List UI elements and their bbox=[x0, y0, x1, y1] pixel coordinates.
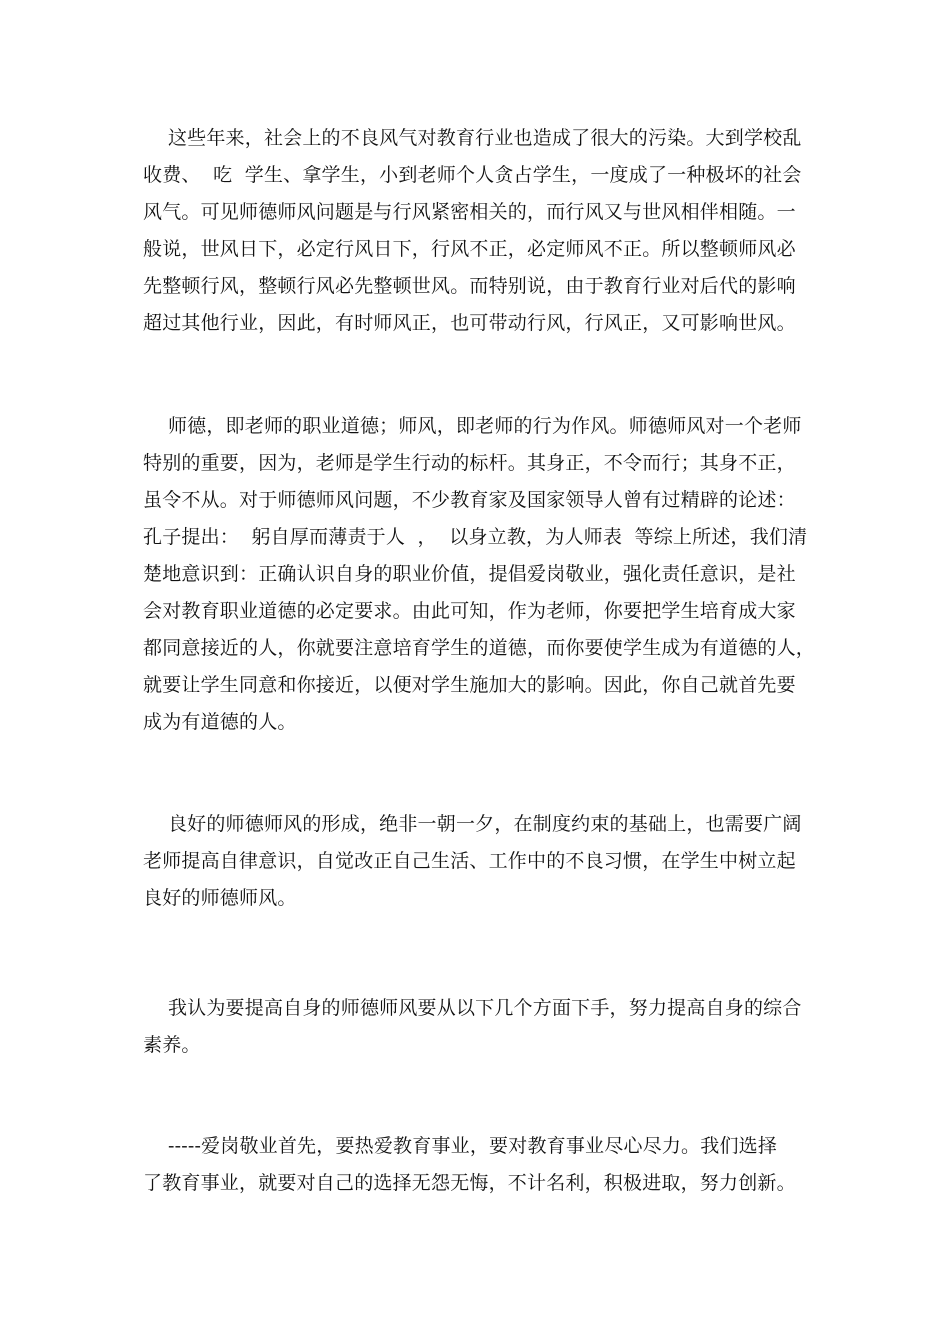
text-line: 老师提高自律意识，自觉改正自己生活、工作中的不良习惯，在学生中树立起 bbox=[143, 850, 796, 872]
text-line: 虽令不从。对于师德师风问题，不少教育家及国家领导人曾有过精辟的论述： bbox=[143, 489, 796, 511]
text-line: 特别的重要，因为，老师是学生行动的标杆。其身正，不令而行；其身不正， bbox=[143, 452, 796, 474]
text-line: 这些年来，社会上的不良风气对教育行业也造成了很大的污染。大到学校乱 bbox=[143, 127, 802, 149]
text-line: 良好的师德师风。 bbox=[143, 887, 297, 909]
text-line: 成为有道德的人。 bbox=[143, 711, 297, 733]
text-line: 师德，即老师的职业道德；师风，即老师的行为作风。师德师风对一个老师 bbox=[143, 415, 802, 437]
text-line: 收费、 吃 学生、拿学生，小到老师个人贪占学生，一度成了一种极坏的社会 bbox=[143, 164, 802, 186]
text-line: 都同意接近的人，你就要注意培育学生的道德，而你要使学生成为有道德的人， bbox=[143, 637, 816, 659]
text-line: 会对教育职业道德的必定要求。由此可知，作为老师，你要把学生培育成大家 bbox=[143, 600, 796, 622]
text-line: 风气。可见师德师风问题是与行风紧密相关的，而行风又与世风相伴相随。一 bbox=[143, 201, 796, 223]
paragraph-3 bbox=[143, 806, 808, 917]
text-line: 我认为要提高自身的师德师风要从以下几个方面下手，努力提高自身的综合 bbox=[143, 997, 802, 1019]
text-line: -----爱岗敬业首先，要热爱教育事业，要对教育事业尽心尽力。我们选择 bbox=[143, 1135, 778, 1157]
text-line: 良好的师德师风的形成，绝非一朝一夕，在制度约束的基础上，也需要广阔 bbox=[143, 813, 802, 835]
paragraph-5 bbox=[143, 1128, 808, 1202]
text-line: 了教育事业，就要对自己的选择无怨无悔，不计名利，积极进取，努力创新。 bbox=[143, 1172, 796, 1194]
text-line: 般说，世风日下，必定行风日下，行风不正，必定师风不正。所以整顿师风必 bbox=[143, 238, 796, 260]
text-line: 楚地意识到：正确认识自身的职业价值，提倡爱岗敬业，强化责任意识，是社 bbox=[143, 563, 796, 585]
paragraph-4 bbox=[143, 990, 808, 1064]
text-line: 先整顿行风，整顿行风必先整顿世风。而特别说，由于教育行业对后代的影响 bbox=[143, 275, 796, 297]
text-line: 素养。 bbox=[143, 1034, 201, 1056]
paragraph-1 bbox=[143, 120, 808, 342]
text-line: 超过其他行业，因此，有时师风正，也可带动行风，行风正，又可影响世风。 bbox=[143, 312, 796, 334]
paragraph-2 bbox=[143, 408, 816, 741]
text-line: 孔子提出： 躬自厚而薄责于人 ， 以身立教，为人师表 等综上所述，我们清 bbox=[143, 526, 808, 548]
text-line: 就要让学生同意和你接近，以便对学生施加大的影响。因此，你自己就首先要 bbox=[143, 674, 796, 696]
